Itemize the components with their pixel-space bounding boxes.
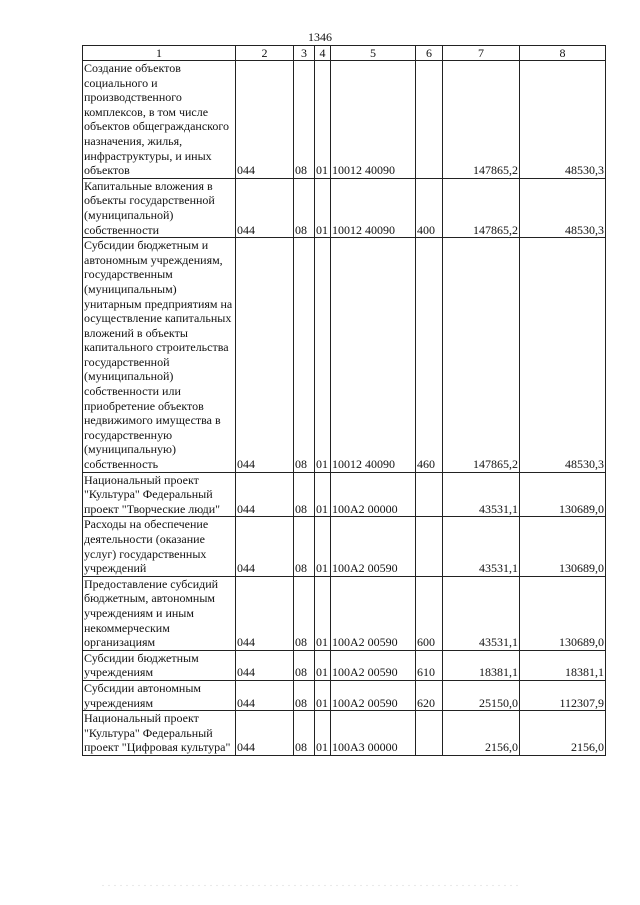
- header-col-4: 4: [315, 46, 331, 61]
- row-name: Субсидии бюджетным учреждениям: [83, 650, 236, 680]
- row-sum-7: 18381,1: [443, 650, 520, 680]
- row-grbs: 044: [236, 178, 294, 237]
- row-sum-7: 147865,2: [443, 61, 520, 179]
- table-row: [83, 517, 606, 576]
- row-target-article: 100А2 00590: [331, 576, 416, 650]
- row-name: Национальный проект "Культура" Федеральный проект "Цифровая культура": [83, 711, 236, 756]
- row-subsection: 01: [315, 472, 331, 517]
- row-expense-type: 600: [416, 576, 443, 650]
- row-grbs: 044: [236, 472, 294, 517]
- row-sum-7: 43531,1: [443, 517, 520, 576]
- table-row: [83, 576, 606, 650]
- row-subsection: 01: [315, 711, 331, 756]
- row-grbs: 044: [236, 680, 294, 710]
- row-sum-8: 48530,3: [520, 61, 606, 179]
- header-col-6: 6: [416, 46, 443, 61]
- row-grbs: 044: [236, 711, 294, 756]
- row-target-article: 10012 40090: [331, 238, 416, 473]
- row-grbs: 044: [236, 238, 294, 473]
- row-grbs: 044: [236, 650, 294, 680]
- budget-table: [82, 45, 606, 756]
- row-sum-7: 43531,1: [443, 576, 520, 650]
- header-col-3: 3: [294, 46, 315, 61]
- row-target-article: 100А2 00590: [331, 650, 416, 680]
- table-row: [83, 61, 606, 179]
- row-name: Капитальные вложения в объекты государственной (муниципальной) собственности: [83, 178, 236, 237]
- row-sum-8: 130689,0: [520, 576, 606, 650]
- header-col-8: 8: [520, 46, 606, 61]
- row-name: Предоставление субсидий бюджетным, автономным учреждениям и иным некоммерческим организациям: [83, 576, 236, 650]
- row-expense-type: [416, 711, 443, 756]
- row-sum-8: 48530,3: [520, 238, 606, 473]
- row-name: Субсидии бюджетным и автономным учреждениям, государственным (муниципальным) унитарным предприятиям на осуществление капитальных вложений в объекты капитального строительства государственной (муниципальной) собственности или приобретение объектов недвижимого имущества в государственную (муниципальную) собственность: [83, 238, 236, 473]
- header-col-1: 1: [83, 46, 236, 61]
- row-section: 08: [294, 711, 315, 756]
- row-subsection: 01: [315, 680, 331, 710]
- row-name: Субсидии автономным учреждениям: [83, 680, 236, 710]
- row-name: Создание объектов социального и производственного комплексов, в том числе объектов общегражданского назначения, жилья, инфраструктуры, и иных объектов: [83, 61, 236, 179]
- header-col-5: 5: [331, 46, 416, 61]
- row-expense-type: 610: [416, 650, 443, 680]
- row-section: 08: [294, 680, 315, 710]
- row-subsection: 01: [315, 517, 331, 576]
- row-expense-type: 620: [416, 680, 443, 710]
- row-target-article: 100А2 00000: [331, 472, 416, 517]
- table-row: [83, 472, 606, 517]
- row-section: 08: [294, 178, 315, 237]
- row-target-article: 10012 40090: [331, 178, 416, 237]
- row-target-article: 100А3 00000: [331, 711, 416, 756]
- row-target-article: 10012 40090: [331, 61, 416, 179]
- row-subsection: 01: [315, 178, 331, 237]
- row-subsection: 01: [315, 576, 331, 650]
- row-sum-7: 2156,0: [443, 711, 520, 756]
- row-expense-type: [416, 61, 443, 179]
- row-section: 08: [294, 576, 315, 650]
- row-sum-8: 18381,1: [520, 650, 606, 680]
- row-subsection: 01: [315, 61, 331, 179]
- row-section: 08: [294, 517, 315, 576]
- row-target-article: 100А2 00590: [331, 517, 416, 576]
- row-sum-8: 130689,0: [520, 517, 606, 576]
- row-expense-type: [416, 472, 443, 517]
- table-row: [83, 238, 606, 473]
- row-expense-type: 460: [416, 238, 443, 473]
- row-sum-8: 130689,0: [520, 472, 606, 517]
- row-sum-8: 2156,0: [520, 711, 606, 756]
- row-sum-8: 112307,9: [520, 680, 606, 710]
- table-row: [83, 680, 606, 710]
- table-row: [83, 711, 606, 756]
- header-row: [83, 46, 606, 61]
- row-grbs: 044: [236, 517, 294, 576]
- row-subsection: 01: [315, 650, 331, 680]
- table-row: [83, 650, 606, 680]
- row-subsection: 01: [315, 238, 331, 473]
- table-row: [83, 178, 606, 237]
- row-section: 08: [294, 650, 315, 680]
- row-section: 08: [294, 238, 315, 473]
- row-grbs: 044: [236, 576, 294, 650]
- scan-noise: [100, 884, 520, 887]
- row-expense-type: 400: [416, 178, 443, 237]
- row-sum-7: 147865,2: [443, 178, 520, 237]
- row-sum-7: 43531,1: [443, 472, 520, 517]
- row-section: 08: [294, 472, 315, 517]
- row-name: Национальный проект "Культура" Федеральный проект "Творческие люди": [83, 472, 236, 517]
- row-sum-8: 48530,3: [520, 178, 606, 237]
- row-grbs: 044: [236, 61, 294, 179]
- row-target-article: 100А2 00590: [331, 680, 416, 710]
- row-name: Расходы на обеспечение деятельности (оказание услуг) государственных учреждений: [83, 517, 236, 576]
- header-col-7: 7: [443, 46, 520, 61]
- row-expense-type: [416, 517, 443, 576]
- row-section: 08: [294, 61, 315, 179]
- header-col-2: 2: [236, 46, 294, 61]
- row-sum-7: 25150,0: [443, 680, 520, 710]
- row-sum-7: 147865,2: [443, 238, 520, 473]
- page-number: 1346: [308, 30, 332, 44]
